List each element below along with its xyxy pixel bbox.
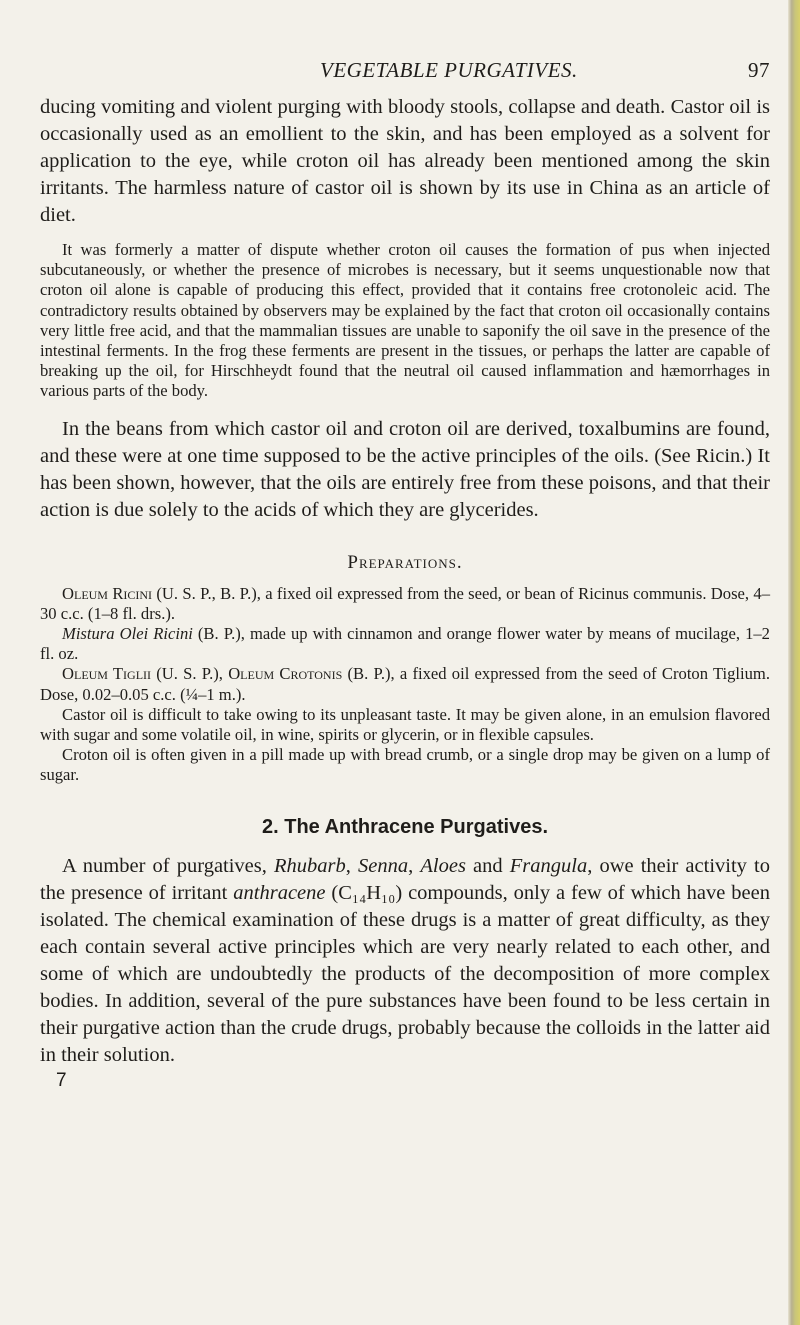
- prep-text: (U. S. P., B. P.), a fixed oil expressed from the seed, or bean of Ricinus communis. Dose, 4–30 c.c. (1–8 fl. drs.).: [40, 583, 770, 623]
- preparations-heading: Preparations.: [347, 551, 463, 573]
- paragraph-toxalbumins: In the beans from which castor oil and croton oil are derived, toxalbumins are found, and these were at one time supposed to be the active principles of the oils. (See Ricin.) It has been shown, however, that the oils are entirely free from these poisons, and that their action is due solely to the acids of which they are glycerides.: [40, 417, 770, 521]
- paragraph-anthracene: [40, 853, 770, 1069]
- text-run: compounds, only a few of which have been isolated. The chemical examination of these drugs is a matter of great difficulty, as they each contain several active principles which are very nearly related to each other, and some of which are undoubtedly the products of the decomposition of more complex bodies. In addition, several of the pure substances have been found to be less certain in their purgative action than the crude drugs, probably because the colloids in the latter aid in their solution.: [40, 881, 770, 1066]
- note-castor-oil: Castor oil is difficult to take owing to its unpleasant taste. It may be given alone, in an emulsion flavored with sugar and some volatile oil, in wine, spirits or glycerin, or in flexible capsules.: [40, 704, 770, 745]
- chemical-name: anthracene: [233, 881, 326, 904]
- drug-name: Aloes: [420, 854, 466, 877]
- prep-text: (B. P.), a fixed oil expressed from the seed of Croton Tiglium. Dose, 0.02–0.05 c.c. (¼–1 m.).: [40, 664, 770, 704]
- paragraph-small-print: It was formerly a matter of dispute whether croton oil causes the formation of pus when injected subcutaneously, or whether the presence of microbes is necessary, but it seems unquestionable now that croton oil alone is capable of producing this effect, provided that it contains free crotonoleic acid. The contradictory results obtained by observers may be explained by the fact that croton oil occasionally contains very little free acid, and that the mammalian tissues are unable to saponify the oil save in the presence of the intestinal ferments. In the frog these ferments are present in the tissues, or perhaps the latter are capable of breaking up the oil, for Hirschheydt found that the neutral oil caused inflammation and hæmorrhages in various parts of the body.: [40, 240, 770, 401]
- prep-name: Mistura Olei Ricini: [62, 624, 193, 644]
- paragraph-continuation: ducing vomiting and violent purging with bloody stools, collapse and death. Castor oil is occasionally used as an emollient to the skin, and has been employed as a solvent for application to the eye, while croton oil has already been mentioned among the skin irritants. The harmless nature of castor oil is shown by its use in China as an article of diet.: [40, 96, 770, 226]
- prep-text: (U. S. P.),: [151, 664, 229, 684]
- page-edge: [788, 0, 800, 1325]
- running-header: [40, 58, 770, 88]
- note-croton-oil: Croton oil is often given in a pill made up with bread crumb, or a single drop may be given on a lump of sugar.: [40, 745, 770, 785]
- prep-mistura: [40, 624, 770, 664]
- running-title: VEGETABLE PURGATIVES.: [320, 58, 578, 82]
- prep-name: Oleum Tiglii: [62, 664, 152, 684]
- chemical-formula: (C₁₄H₁₀): [325, 881, 403, 904]
- text-run: , owe their activity to the presence of irritant: [40, 854, 770, 904]
- prep-name: Oleum Ricini: [62, 583, 153, 603]
- prep-name-alt: Oleum Crotonis: [228, 664, 343, 684]
- section-heading: 2. The Anthracene Purgatives.: [261, 815, 548, 838]
- text-run: ,: [345, 854, 359, 877]
- page-number: 97: [748, 58, 770, 82]
- page-body: [40, 94, 770, 1092]
- text-run: A number of purgatives,: [62, 854, 275, 877]
- signature-mark: 7: [56, 1069, 67, 1091]
- prep-text: (B. P.), made up with cinnamon and orange flower water by means of mucilage, 1–2 fl. oz.: [40, 624, 770, 664]
- drug-name: Rhubarb: [274, 854, 346, 877]
- prep-oleum-tiglii: [40, 664, 770, 704]
- text-run: and: [465, 854, 510, 877]
- prep-oleum-ricini: [40, 584, 770, 624]
- drug-name: Senna: [358, 854, 409, 877]
- text-run: ,: [408, 854, 421, 877]
- drug-name: Frangula: [509, 854, 588, 877]
